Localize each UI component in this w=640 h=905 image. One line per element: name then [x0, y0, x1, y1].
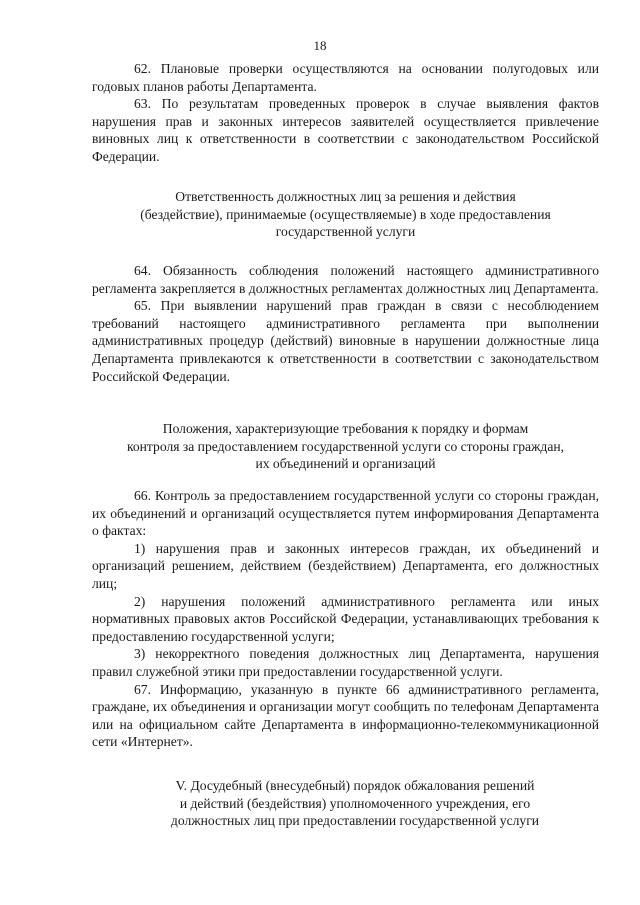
paragraph-65: 65. При выявлении нарушений прав граждан в связи с несоблюдением требований настоящего административного регламента при выполнении административных процедур (действий) виновные в нарушении должностные лица Департамента привлекаются к ответственности в соответствии с законодательством Российской Федерации. — [92, 298, 599, 384]
paragraph-62: 62. Плановые проверки осуществляются на основании полугодовых или годовых планов работы Департамента. — [92, 61, 599, 94]
paragraph-67: 67. Информацию, указанную в пункте 66 административного регламента, граждане, их объединения и организации могут сообщить по телефонам Департамента или на официальном сайте Департамента в информационно-телекоммуникационной сети «Интернет». — [92, 681, 599, 750]
paragraph-64: 64. Обязанность соблюдения положений настоящего административного регламента закрепляется в должностных регламентах должностных лиц Департамента. — [92, 263, 599, 296]
list-item-1: 1) нарушения прав и законных интересов граждан, их объединений и организаций решением, действием (бездействием) Департамента, его должностных лиц; — [92, 540, 599, 591]
section-responsibility — [92, 262, 599, 385]
paragraph-66: 66. Контроль за предоставлением государственной услуги со стороны граждан, их объединений и организаций осуществляется путем информирования Департамента о фактах: — [92, 488, 599, 539]
page-number: 18 — [313, 38, 327, 53]
list-item-2: 2) нарушения положений административного регламента или иных нормативных правовых актов Российской Федерации, устанавливающих требования к предоставлению государственной услуги; — [92, 593, 599, 644]
heading-line: государственной услуги — [275, 224, 416, 240]
heading-line: V. Досудебный (внесудебный) порядок обжалования решений — [175, 778, 535, 793]
heading-line: и действий (бездействия) уполномоченного учреждения, его — [179, 795, 531, 811]
section-citizen-control — [92, 487, 599, 751]
list-item-3: 3) некорректного поведения должностных лиц Департамента, нарушения правил служебной этики при предоставлении государственной услуги. — [92, 646, 599, 679]
paragraph-63: 63. По результатам проведенных проверок в случае выявления фактов нарушения прав и законных интересов заявителей осуществляется привлечение виновных лиц к ответственности в соответствии с законодательством Российской Федерации. — [92, 96, 599, 164]
heading-responsibility — [92, 188, 599, 241]
heading-line: контроля за предоставлением государственной услуги со стороны граждан, — [126, 438, 565, 454]
heading-control-requirements — [92, 420, 599, 473]
heading-line: Ответственность должностных лиц за решения и действия — [175, 189, 516, 204]
heading-line: (бездействие), принимаемые (осуществляемые) в ходе предоставления — [140, 206, 551, 222]
heading-line: должностных лиц при предоставлении государственной услуги — [170, 813, 540, 829]
heading-pretrial-appeal — [130, 777, 580, 830]
heading-line: их объединений и организаций — [255, 456, 436, 472]
section-inspections — [92, 60, 599, 166]
heading-line: Положения, характеризующие требования к порядку и формам — [162, 421, 529, 436]
